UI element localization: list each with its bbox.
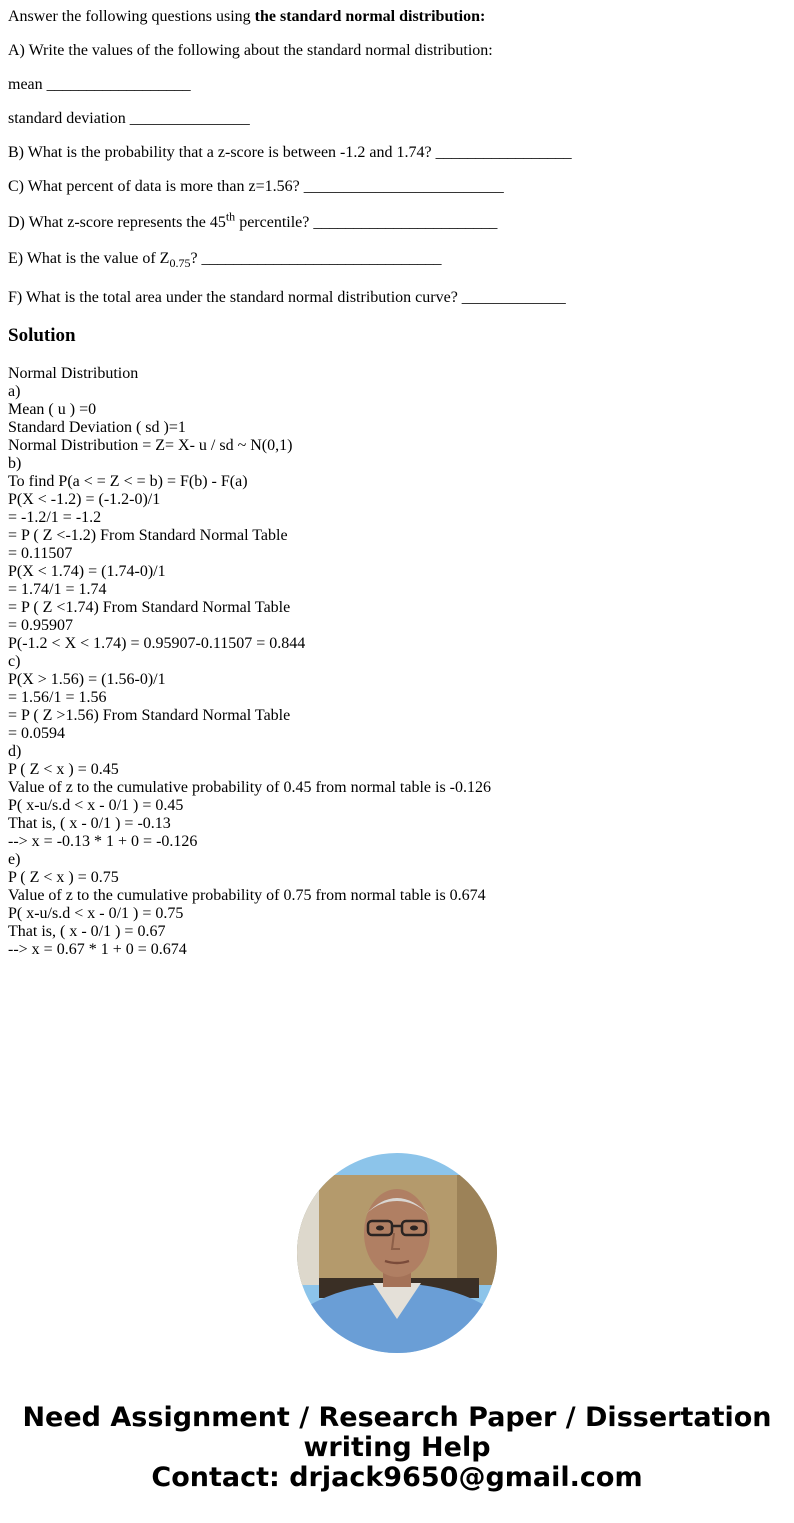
- solution-line: That is, ( x - 0/1 ) = -0.13: [8, 815, 171, 832]
- solution-line: = 1.74/1 = 1.74: [8, 581, 107, 598]
- author-avatar: [297, 1153, 497, 1353]
- banner-contact-line: Contact: drjack9650@gmail.com: [151, 1462, 643, 1493]
- solution-line: Normal Distribution: [8, 365, 139, 382]
- question-e-prefix: E) What is the value of Z: [8, 250, 170, 267]
- question-e-suffix: ? ______________________________: [190, 250, 442, 267]
- solution-line: Value of z to the cumulative probability of 0.75 from normal table is 0.674: [8, 887, 486, 904]
- solution-line: d): [8, 743, 22, 760]
- solution-line: c): [8, 653, 21, 670]
- author-photo-icon: [297, 1153, 497, 1353]
- question-d: [8, 209, 498, 232]
- solution-line: P ( Z < x ) = 0.45: [8, 761, 119, 778]
- solution-line: P ( Z < x ) = 0.75: [8, 869, 119, 886]
- question-f: F) What is the total area under the standard normal distribution curve? _____________: [8, 289, 566, 306]
- solution-line: --> x = 0.67 * 1 + 0 = 0.674: [8, 941, 187, 958]
- solution-line: P( x-u/s.d < x - 0/1 ) = 0.45: [8, 797, 184, 814]
- question-e: [8, 250, 442, 271]
- solution-line: = 0.11507: [8, 545, 73, 562]
- banner-line-1: Need Assignment / Research Paper / Dissertation: [22, 1402, 772, 1433]
- solution-line: = P ( Z <1.74) From Standard Normal Table: [8, 599, 291, 616]
- solution-line: To find P(a < = Z < = b) = F(b) - F(a): [8, 473, 248, 490]
- solution-line: = P ( Z <-1.2) From Standard Normal Table: [8, 527, 288, 544]
- question-e-subscript: 0.75: [169, 256, 191, 271]
- solution-line: e): [8, 851, 21, 868]
- solution-line: = 0.95907: [8, 617, 74, 634]
- solution-line: = -1.2/1 = -1.2: [8, 509, 102, 526]
- solution-line: P(X > 1.56) = (1.56-0)/1: [8, 671, 166, 688]
- solution-line: Mean ( u ) =0: [8, 401, 97, 418]
- question-d-superscript: th: [225, 209, 236, 224]
- question-a-mean: mean __________________: [8, 76, 191, 93]
- solution-title: Solution: [8, 325, 76, 346]
- question-intro-bold: the standard normal distribution:: [254, 8, 486, 25]
- question-c: C) What percent of data is more than z=1.56? _________________________: [8, 178, 504, 195]
- solution-line: P( x-u/s.d < x - 0/1 ) = 0.75: [8, 905, 184, 922]
- solution-line: P(X < -1.2) = (-1.2-0)/1: [8, 491, 161, 508]
- question-intro: [8, 8, 485, 26]
- question-b: B) What is the probability that a z-score is between -1.2 and 1.74? _________________: [8, 144, 572, 161]
- solution-line: = 0.0594: [8, 725, 66, 742]
- solution-lines: [8, 365, 491, 959]
- solution-line: = P ( Z >1.56) From Standard Normal Table: [8, 707, 291, 724]
- question-d-suffix: percentile? _______________________: [235, 214, 498, 231]
- solution-line: P(-1.2 < X < 1.74) = 0.95907-0.11507 = 0.844: [8, 635, 306, 652]
- solution-line: --> x = -0.13 * 1 + 0 = -0.126: [8, 833, 198, 850]
- banner-line-2: writing Help: [303, 1432, 491, 1463]
- contact-banner: [0, 1403, 794, 1493]
- solution-line: Normal Distribution = Z= X- u / sd ~ N(0,1): [8, 437, 293, 454]
- solution-line: Value of z to the cumulative probability of 0.45 from normal table is -0.126: [8, 779, 491, 796]
- solution-line: That is, ( x - 0/1 ) = 0.67: [8, 923, 166, 940]
- solution-line: = 1.56/1 = 1.56: [8, 689, 107, 706]
- solution-line: P(X < 1.74) = (1.74-0)/1: [8, 563, 166, 580]
- solution-line: Standard Deviation ( sd )=1: [8, 419, 186, 436]
- solution-line: a): [8, 383, 21, 400]
- question-a: A) Write the values of the following about the standard normal distribution:: [8, 42, 493, 59]
- solution-line: b): [8, 455, 22, 472]
- question-d-prefix: D) What z-score represents the 45: [8, 214, 226, 231]
- question-intro-text: Answer the following questions using: [8, 8, 255, 25]
- question-a-standard-deviation: standard deviation _______________: [8, 110, 250, 127]
